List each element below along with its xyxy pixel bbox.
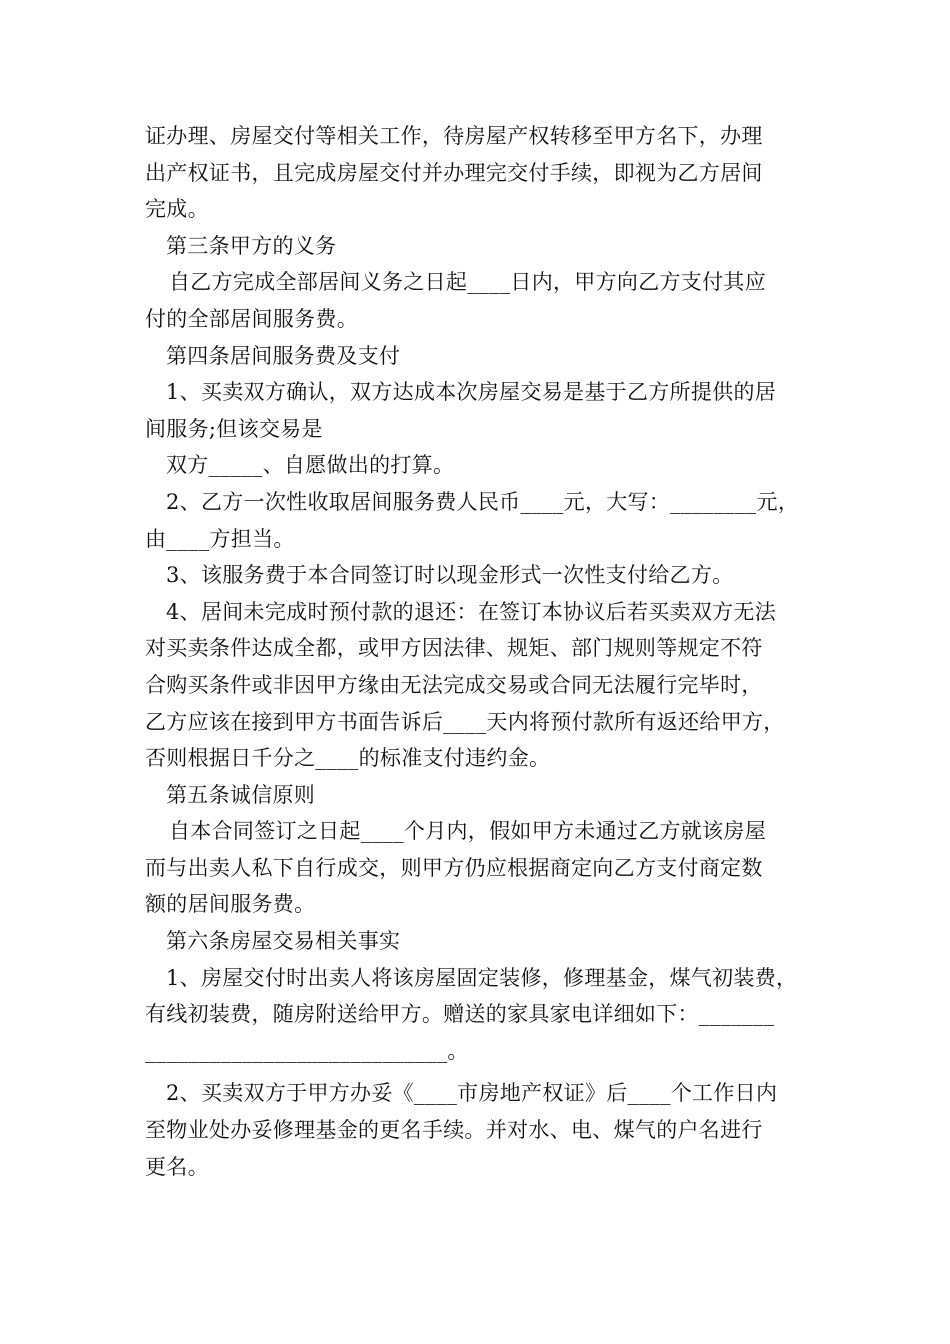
text-line: 完成。 bbox=[145, 197, 209, 222]
text-line: 否则根据日千分之____的标准支付违约金。 bbox=[145, 746, 551, 771]
text-line: 有线初装费，随房附送给甲方。赠送的家具家电详细如下：_______ bbox=[145, 1002, 775, 1027]
document-page bbox=[145, 118, 825, 1185]
text-line: 由____方担当。 bbox=[145, 526, 295, 551]
clause-line: 4、居间未完成时预付款的退还：在签订本协议后若买卖双方无法 bbox=[166, 599, 777, 624]
text-line: 自乙方完成全部居间义务之日起____日内，甲方向乙方支付其应 bbox=[169, 270, 766, 295]
section-heading: 第五条诚信原则 bbox=[166, 782, 316, 807]
text-line: 对买卖条件达成全都，或甲方因法律、规矩、部门规则等规定不符 bbox=[145, 636, 763, 661]
section-heading: 第六条房屋交易相关事实 bbox=[166, 929, 401, 954]
clause-line: 1、房屋交付时出卖人将该房屋固定装修，修理基金，煤气初装费， bbox=[166, 965, 798, 990]
text-line: 更名。 bbox=[145, 1154, 209, 1179]
text-line: ____________________________。 bbox=[145, 1038, 469, 1063]
clause-line: 3、该服务费于本合同签订时以现金形式一次性支付给乙方。 bbox=[166, 563, 734, 588]
text-line: 乙方应该在接到甲方书面告诉后____天内将预付款所有返还给甲方， bbox=[145, 709, 785, 734]
clause-line: 1、买卖双方确认，双方达成本次房屋交易是基于乙方所提供的居 bbox=[166, 380, 777, 405]
section-heading: 第四条居间服务费及支付 bbox=[166, 343, 401, 368]
clause-line: 2、买卖双方于甲方办妥《____市房地产权证》后____个工作日内 bbox=[166, 1081, 778, 1106]
text-line: 自本合同签订之日起____个月内，假如甲方未通过乙方就该房屋 bbox=[169, 819, 766, 844]
clause-line: 2、乙方一次性收取居间服务费人民币____元，大写：________元， bbox=[166, 489, 800, 514]
text-line: 间服务;但该交易是 bbox=[145, 416, 323, 441]
text-line: 至物业处办妥修理基金的更名手续。并对水、电、煤气的户名进行 bbox=[145, 1118, 763, 1143]
text-line: 双方_____、自愿做出的打算。 bbox=[166, 453, 455, 478]
text-line: 额的居间服务费。 bbox=[145, 892, 316, 917]
document-body bbox=[145, 118, 825, 1185]
text-line: 证办理、房屋交付等相关工作，待房屋产权转移至甲方名下，办理 bbox=[145, 124, 763, 148]
text-line: 出产权证书，且完成房屋交付并办理完交付手续，即视为乙方居间 bbox=[145, 160, 763, 185]
text-line: 而与出卖人私下自行成交，则甲方仍应根据商定向乙方支付商定数 bbox=[145, 855, 763, 880]
text-line: 付的全部居间服务费。 bbox=[145, 306, 358, 331]
section-heading: 第三条甲方的义务 bbox=[166, 233, 337, 258]
text-line: 合购买条件或非因甲方缘由无法完成交易或合同无法履行完毕时， bbox=[145, 672, 763, 697]
